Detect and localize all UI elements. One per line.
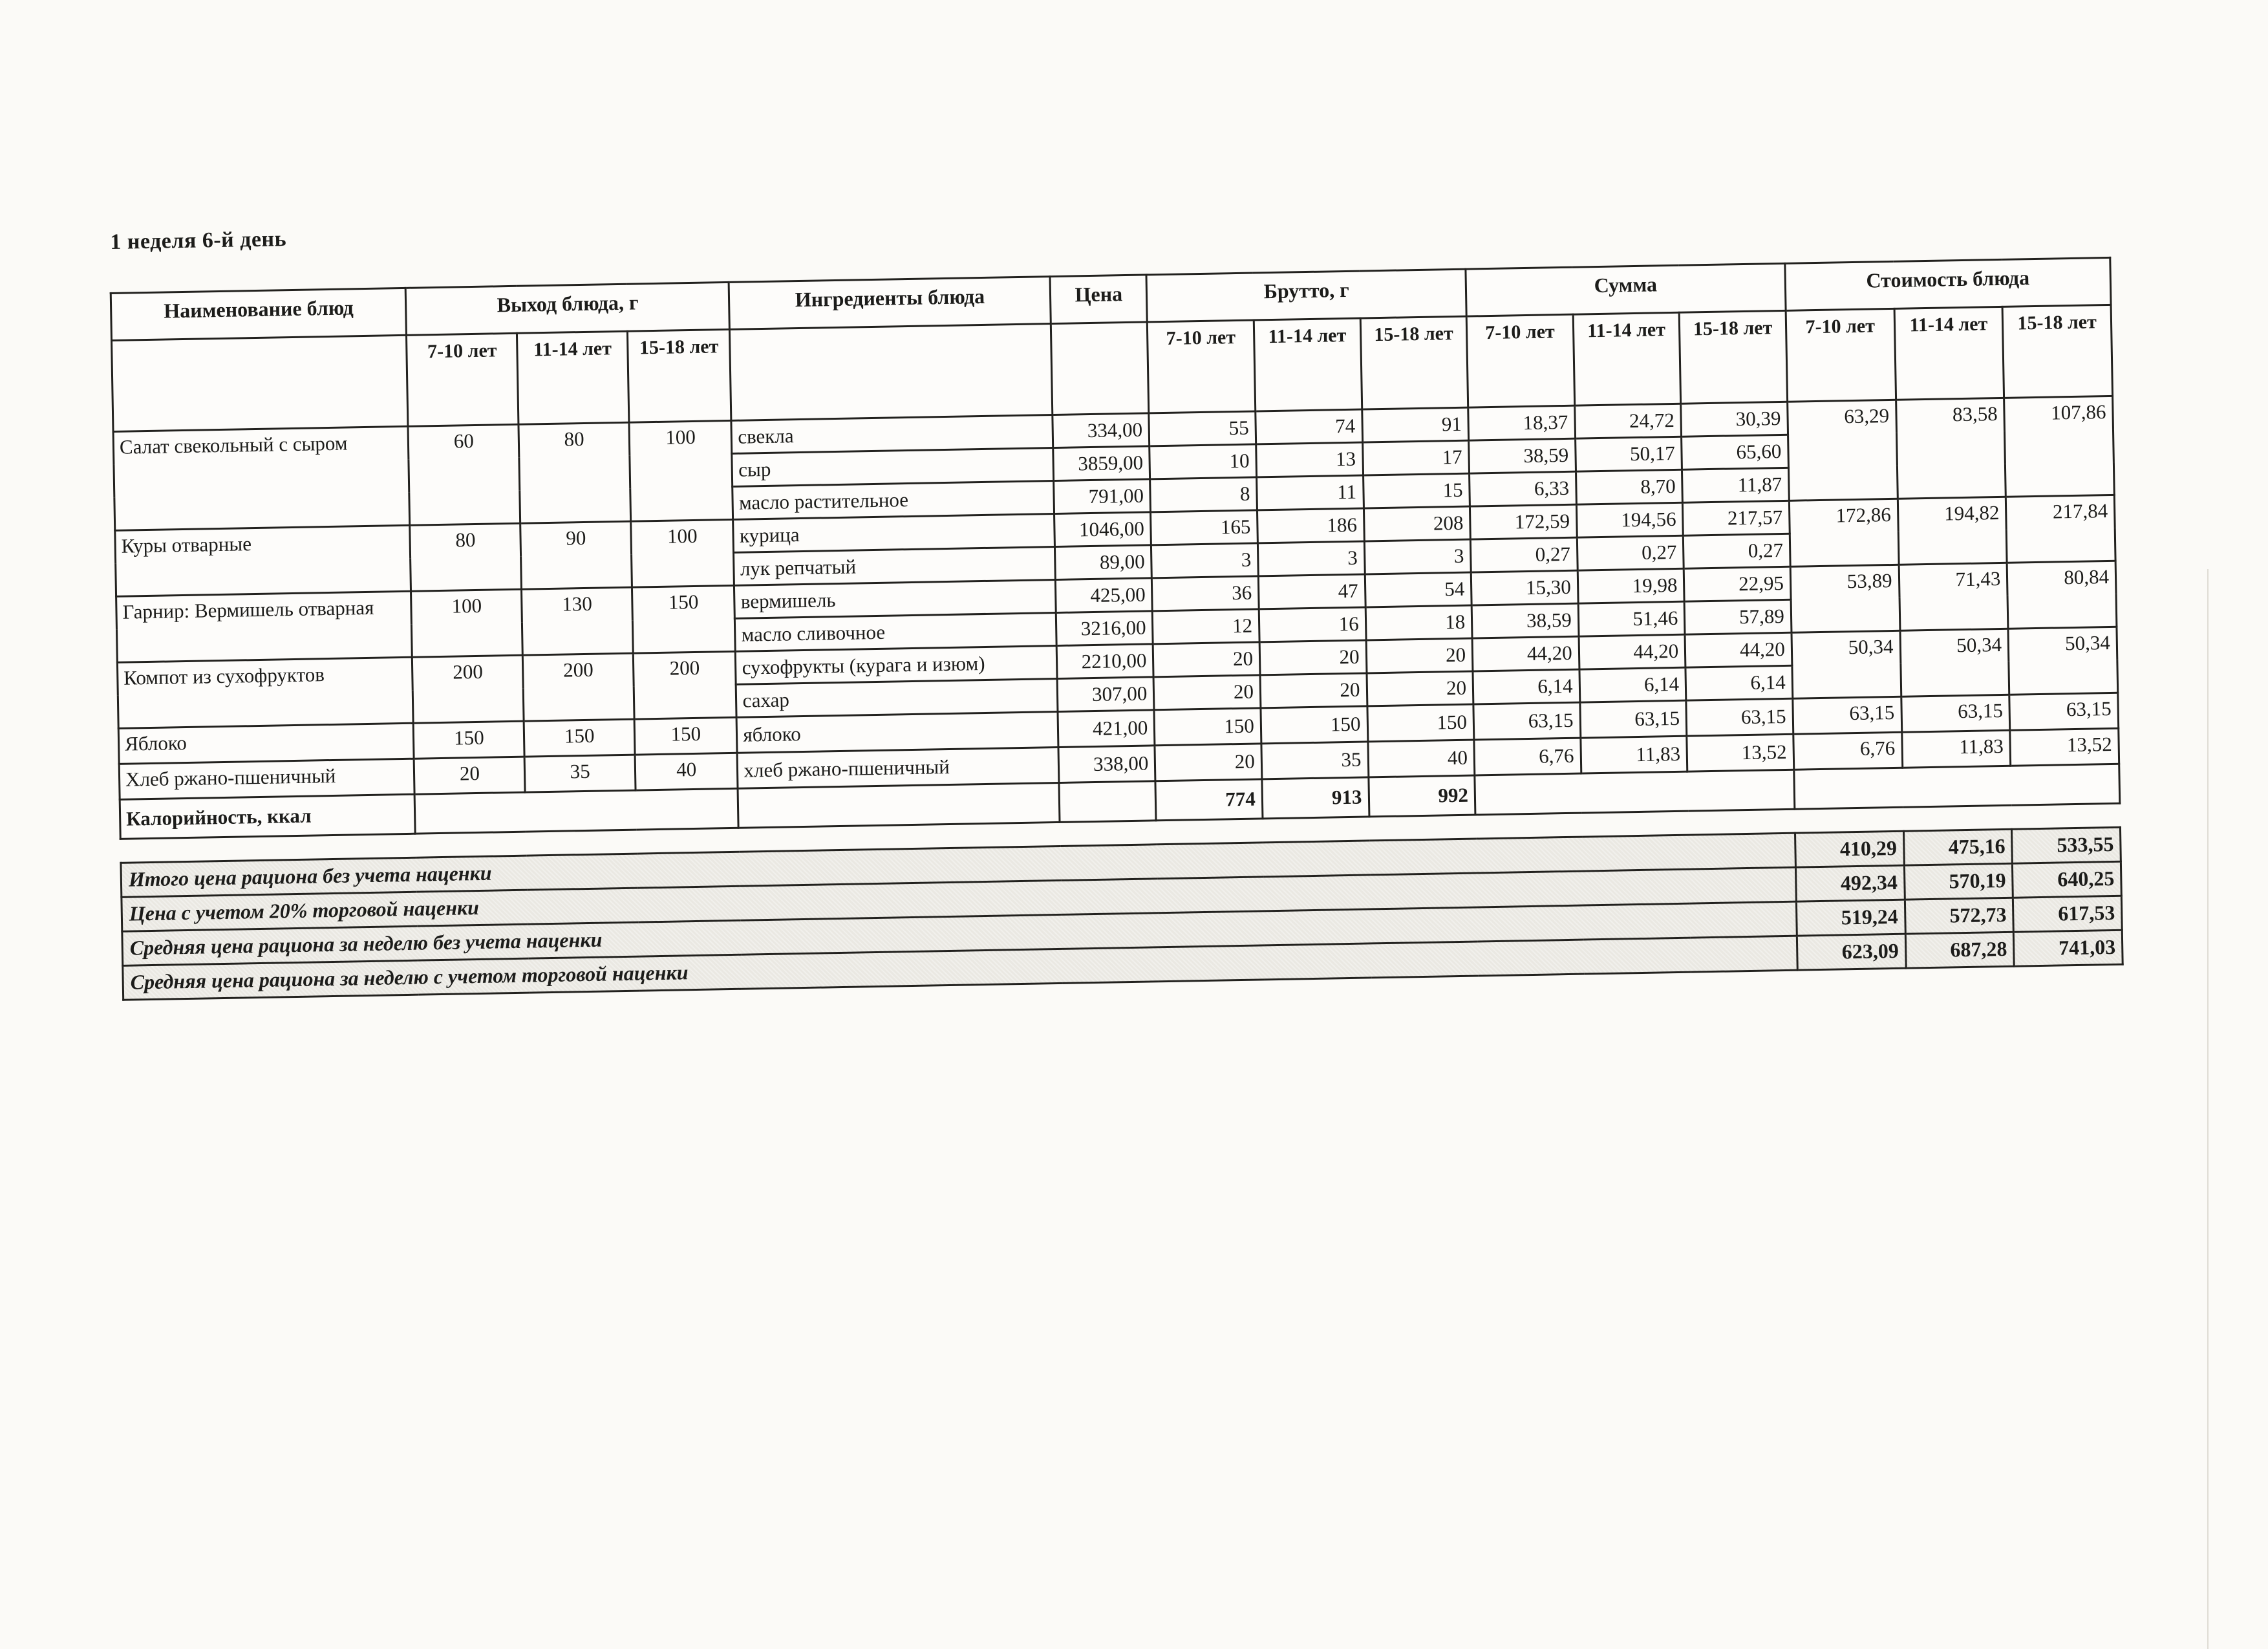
empty-cell xyxy=(738,782,1060,828)
sum-cell: 38,59 xyxy=(1469,438,1576,473)
gross-cell: 20 xyxy=(1260,673,1367,708)
ingredient-cell: свекла xyxy=(731,415,1053,454)
sum-cell: 172,59 xyxy=(1470,504,1577,539)
empty-cell xyxy=(1475,770,1795,815)
gross-cell: 165 xyxy=(1151,510,1257,545)
sum-cell: 0,27 xyxy=(1577,535,1684,570)
cost-value-cell: 217,84 xyxy=(2006,495,2116,563)
gross-cell: 20 xyxy=(1367,671,1473,706)
dish-name-cell: Салат свекольный с сыром xyxy=(113,426,410,530)
document-content xyxy=(109,195,2124,1001)
gross-cell: 20 xyxy=(1366,638,1473,673)
gross-cell: 150 xyxy=(1261,706,1368,744)
gross-cell: 91 xyxy=(1362,407,1468,442)
output-value-cell: 150 xyxy=(524,719,635,757)
col-header-output: Выход блюда, г xyxy=(406,282,730,335)
dish-name-cell: Хлеб ржано-пшеничный xyxy=(119,759,414,799)
sum-cell: 6,14 xyxy=(1473,669,1579,704)
gross-cell: 17 xyxy=(1362,440,1469,475)
gross-cell: 54 xyxy=(1365,572,1471,607)
summary-value-cell: 410,29 xyxy=(1795,831,1904,867)
gross-cell: 12 xyxy=(1153,609,1259,644)
dish-name-cell: Компот из сухофруктов xyxy=(117,657,413,728)
summary-value-cell: 572,73 xyxy=(1905,898,2014,934)
price-cell: 338,00 xyxy=(1058,746,1155,783)
output-value-cell: 20 xyxy=(414,757,526,794)
price-cell: 2210,00 xyxy=(1056,644,1153,679)
cost-value-cell: 63,15 xyxy=(1793,696,1902,734)
col-header-gross: Брутто, г xyxy=(1146,269,1466,322)
cost-value-cell: 172,86 xyxy=(1789,499,1898,566)
age-column-header: 11-14 лет xyxy=(1573,312,1681,405)
price-cell: 3216,00 xyxy=(1056,611,1153,646)
age-column-header: 15-18 лет xyxy=(2002,305,2112,398)
output-value-cell: 150 xyxy=(414,721,525,759)
summary-value-cell: 570,19 xyxy=(1904,863,2013,900)
document-title: 1 неделя 6-й день xyxy=(109,227,287,254)
sum-cell: 63,15 xyxy=(1473,702,1581,740)
output-value-cell: 130 xyxy=(522,587,634,655)
ingredient-cell: яблоко xyxy=(737,711,1059,753)
empty-cell xyxy=(415,788,739,834)
sum-cell: 57,89 xyxy=(1684,599,1791,634)
sum-cell: 24,72 xyxy=(1574,404,1681,438)
summary-label-cell: Средняя цена рациона за неделю без учета наценки xyxy=(122,901,1797,965)
sum-cell: 6,33 xyxy=(1470,471,1576,506)
ingredient-cell: сыр xyxy=(732,448,1054,487)
ingredient-cell: масло растительное xyxy=(733,481,1054,520)
sum-cell: 44,20 xyxy=(1685,632,1792,667)
col-header-price: Цена xyxy=(1050,275,1147,324)
output-value-cell: 100 xyxy=(629,420,733,521)
gross-cell: 8 xyxy=(1150,477,1257,512)
age-column-header: 11-14 лет xyxy=(1254,318,1362,411)
cost-value-cell: 63,15 xyxy=(2009,693,2119,730)
summary-value-cell: 492,34 xyxy=(1795,865,1905,901)
sum-cell: 50,17 xyxy=(1575,436,1682,471)
price-cell: 3859,00 xyxy=(1053,446,1150,481)
summary-table xyxy=(120,826,2123,1001)
ingredient-cell: хлеб ржано-пшеничный xyxy=(737,747,1059,788)
sum-cell: 38,59 xyxy=(1471,603,1578,638)
sum-cell: 11,83 xyxy=(1581,736,1688,773)
age-column-header: 15-18 лет xyxy=(1360,316,1468,409)
gross-cell: 186 xyxy=(1257,508,1364,543)
dish-name-cell: Гарнир: Вермишель отварная xyxy=(116,591,412,662)
cost-value-cell: 11,83 xyxy=(1901,730,2011,768)
sum-cell: 65,60 xyxy=(1682,435,1788,469)
summary-value-cell: 687,28 xyxy=(1905,932,2015,968)
sum-cell: 194,56 xyxy=(1576,502,1683,537)
sum-cell: 6,76 xyxy=(1474,738,1581,775)
sum-cell: 13,52 xyxy=(1687,734,1794,771)
ingredient-cell: масло сливочное xyxy=(735,613,1057,652)
gross-cell: 35 xyxy=(1261,742,1369,779)
sum-cell: 51,46 xyxy=(1578,601,1685,636)
output-value-cell: 200 xyxy=(633,651,736,719)
summary-label-cell: Средняя цена рациона за неделю с учетом торговой наценки xyxy=(123,936,1797,1000)
calories-value-cell: 774 xyxy=(1155,779,1263,821)
gross-cell: 3 xyxy=(1151,543,1258,578)
col-header-dish: Наименование блюд xyxy=(111,288,407,340)
summary-value-cell: 741,03 xyxy=(2013,930,2123,966)
ingredient-cell: сухофрукты (курага и изюм) xyxy=(736,645,1058,684)
gross-cell: 40 xyxy=(1367,740,1475,777)
age-column-header: 11-14 лет xyxy=(517,331,629,424)
output-value-cell: 80 xyxy=(410,523,522,591)
summary-value-cell: 519,24 xyxy=(1796,900,1905,936)
empty-cell xyxy=(1059,781,1156,823)
cost-value-cell: 80,84 xyxy=(2007,561,2117,629)
col-header-sum: Сумма xyxy=(1466,263,1786,316)
header-spacer-ingredients xyxy=(730,324,1053,421)
output-value-cell: 100 xyxy=(411,589,523,657)
header-spacer-dish xyxy=(112,335,409,431)
calories-label: Калорийность, ккал xyxy=(120,794,415,839)
menu-table-body xyxy=(113,396,2120,839)
summary-table-body xyxy=(121,827,2123,1000)
col-header-cost: Стоимость блюда xyxy=(1785,257,2111,310)
sum-cell: 44,20 xyxy=(1579,634,1685,669)
gross-cell: 3 xyxy=(1364,539,1471,574)
age-column-header: 15-18 лет xyxy=(1679,310,1787,404)
age-column-header: 7-10 лет xyxy=(1786,308,1896,402)
sum-cell: 15,30 xyxy=(1471,570,1578,605)
age-column-header: 11-14 лет xyxy=(1894,307,2004,400)
output-value-cell: 150 xyxy=(634,717,737,755)
price-cell: 334,00 xyxy=(1053,413,1150,448)
col-header-ingredients: Ингредиенты блюда xyxy=(729,277,1051,330)
summary-value-cell: 533,55 xyxy=(2012,827,2121,863)
summary-value-cell: 475,16 xyxy=(1903,829,2013,865)
sum-cell: 18,37 xyxy=(1468,405,1575,440)
calories-value-cell: 992 xyxy=(1368,775,1475,817)
sum-cell: 11,87 xyxy=(1682,468,1789,502)
gross-cell: 208 xyxy=(1364,506,1470,541)
sum-cell: 22,95 xyxy=(1684,566,1790,601)
cost-value-cell: 50,34 xyxy=(2008,627,2118,695)
age-column-header: 7-10 лет xyxy=(407,333,519,426)
cost-value-cell: 50,34 xyxy=(1899,629,2009,696)
gross-cell: 55 xyxy=(1149,411,1256,446)
ingredient-cell: лук репчатый xyxy=(734,547,1056,586)
sum-cell: 6,14 xyxy=(1685,665,1792,700)
sum-cell: 6,14 xyxy=(1579,667,1686,702)
age-column-header: 7-10 лет xyxy=(1466,314,1574,407)
sum-cell: 8,70 xyxy=(1576,469,1682,504)
sum-cell: 0,27 xyxy=(1470,537,1577,572)
sum-cell: 217,57 xyxy=(1683,501,1790,535)
gross-cell: 20 xyxy=(1153,642,1260,677)
calories-value-cell: 913 xyxy=(1262,777,1369,819)
gross-cell: 47 xyxy=(1258,574,1365,609)
cost-value-cell: 194,82 xyxy=(1898,497,2007,565)
price-cell: 421,00 xyxy=(1058,710,1155,748)
gross-cell: 20 xyxy=(1153,675,1260,710)
scan-edge-artifact xyxy=(2207,569,2209,1649)
sum-cell: 63,15 xyxy=(1686,698,1793,736)
summary-value-cell: 640,25 xyxy=(2013,861,2122,898)
cost-value-cell: 71,43 xyxy=(1899,563,2008,630)
cost-value-cell: 13,52 xyxy=(2010,728,2119,766)
price-cell: 307,00 xyxy=(1057,677,1154,712)
sum-cell: 30,39 xyxy=(1681,402,1788,436)
gross-cell: 150 xyxy=(1367,704,1474,742)
gross-cell: 20 xyxy=(1155,744,1262,781)
price-cell: 791,00 xyxy=(1054,479,1151,514)
dish-name-cell: Куры отварные xyxy=(115,525,411,596)
ingredient-cell: вермишель xyxy=(734,580,1056,619)
cost-value-cell: 83,58 xyxy=(1896,398,2006,499)
cost-value-cell: 107,86 xyxy=(2004,396,2114,497)
output-value-cell: 200 xyxy=(523,653,635,721)
sum-cell: 19,98 xyxy=(1578,568,1684,603)
ingredient-cell: курица xyxy=(733,514,1055,553)
output-value-cell: 60 xyxy=(408,424,520,525)
summary-value-cell: 623,09 xyxy=(1797,934,1906,970)
sum-cell: 44,20 xyxy=(1472,636,1579,671)
cost-value-cell: 63,29 xyxy=(1787,400,1897,501)
empty-cell xyxy=(1794,764,2120,809)
cost-value-cell: 50,34 xyxy=(1792,630,1901,698)
cost-value-cell: 63,15 xyxy=(1901,695,2010,732)
gross-cell: 13 xyxy=(1256,442,1363,477)
ingredient-cell: сахар xyxy=(736,678,1058,717)
gross-cell: 18 xyxy=(1365,605,1472,640)
gross-cell: 36 xyxy=(1152,576,1259,611)
summary-value-cell: 617,53 xyxy=(2013,896,2123,932)
output-value-cell: 35 xyxy=(524,755,636,792)
output-value-cell: 90 xyxy=(520,521,632,589)
cost-value-cell: 53,89 xyxy=(1790,565,1899,632)
gross-cell: 3 xyxy=(1257,541,1364,576)
output-value-cell: 100 xyxy=(631,519,734,587)
summary-label-cell: Итого цена рациона без учета наценки xyxy=(121,833,1795,897)
price-cell: 89,00 xyxy=(1055,545,1152,580)
sum-cell: 0,27 xyxy=(1684,534,1790,568)
sum-cell: 63,15 xyxy=(1580,700,1687,738)
output-value-cell: 150 xyxy=(632,585,736,653)
gross-cell: 150 xyxy=(1154,708,1261,746)
output-value-cell: 200 xyxy=(412,655,524,723)
gross-cell: 74 xyxy=(1256,409,1362,444)
dish-name-cell: Яблоко xyxy=(118,723,414,764)
gross-cell: 15 xyxy=(1363,473,1470,508)
age-column-header: 7-10 лет xyxy=(1148,320,1256,413)
gross-cell: 16 xyxy=(1259,607,1365,642)
gross-cell: 20 xyxy=(1259,640,1366,675)
summary-label-cell: Цена с учетом 20% торговой наценки xyxy=(122,867,1796,931)
gross-cell: 11 xyxy=(1257,475,1364,510)
output-value-cell: 80 xyxy=(519,422,630,523)
header-spacer-price xyxy=(1051,322,1150,415)
gross-cell: 10 xyxy=(1150,444,1256,479)
cost-value-cell: 6,76 xyxy=(1793,732,1903,770)
price-cell: 1046,00 xyxy=(1054,512,1151,547)
menu-table xyxy=(110,257,2121,840)
age-column-header: 15-18 лет xyxy=(627,329,731,422)
price-cell: 425,00 xyxy=(1056,578,1153,613)
output-value-cell: 40 xyxy=(635,753,738,790)
